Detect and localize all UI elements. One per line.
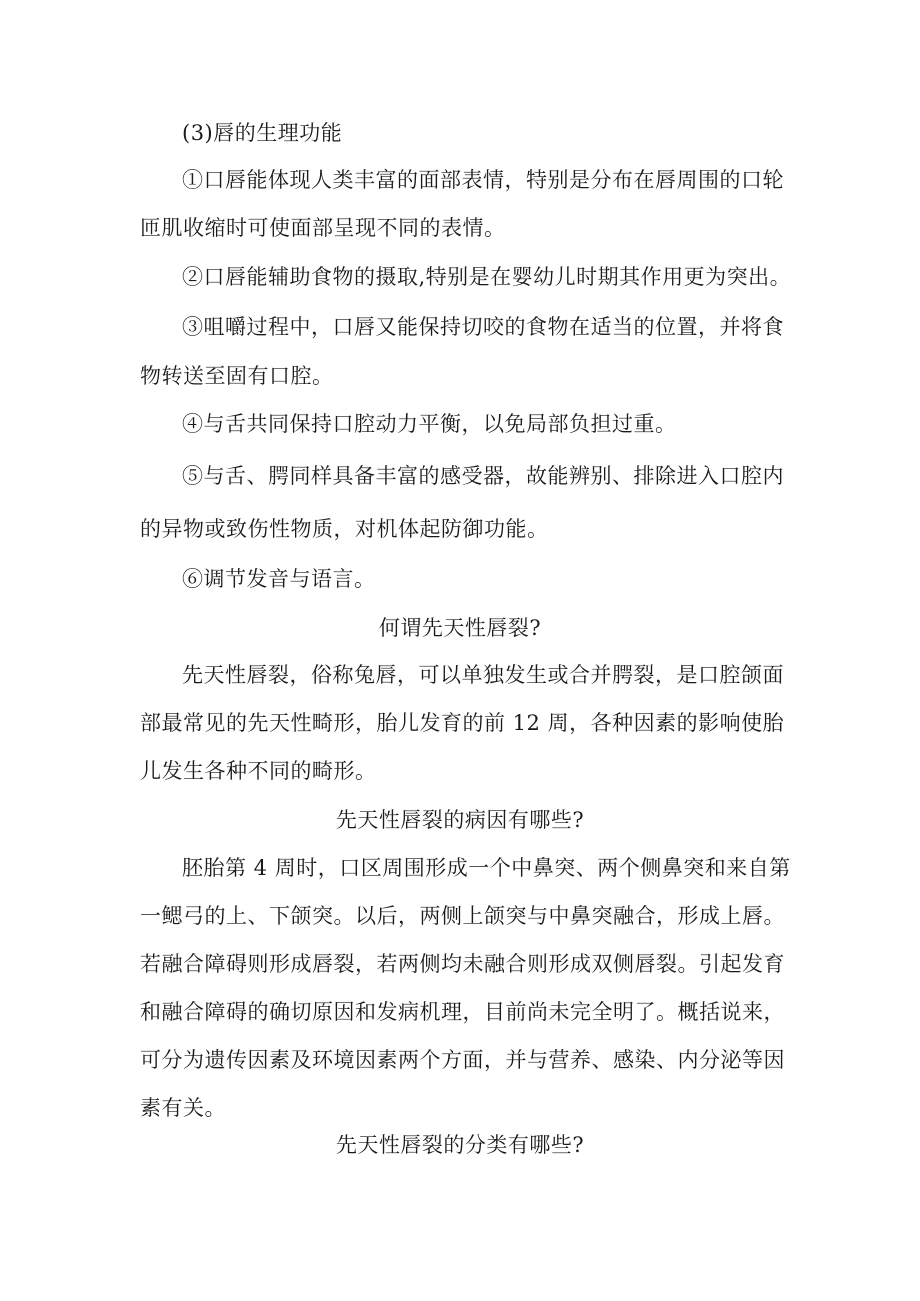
question-2-line-1: 胚胎第 4 周时，口区周围形成一个中鼻突、两个侧鼻突和来自第 [182,856,791,880]
function-item-6-line-1: ⑥调节发音与语言。 [182,567,376,591]
question-1-line-2: 部最常见的先天性畸形，胎儿发育的前 12 周，各种因素的影响使胎 [140,711,785,735]
section-heading: (3)唇的生理功能 [182,121,343,145]
question-2-line-6: 素有关。 [140,1096,226,1120]
function-item-1-line-2: 匝肌收缩时可使面部呈现不同的表情。 [140,216,506,240]
function-item-5-line-1: ⑤与舌、腭同样具备丰富的感受器，故能辨别、排除进入口腔内 [182,464,784,488]
question-2-line-2: 一鳃弓的上、下颌突。以后，两侧上颌突与中鼻突融合，形成上唇。 [140,904,785,928]
question-1-line-1: 先天性唇裂，俗称兔唇，可以单独发生或合并腭裂，是口腔颌面 [182,663,784,687]
function-item-5-line-2: 的异物或致伤性物质，对机体起防御功能。 [140,517,549,541]
question-2-line-3: 若融合障碍则形成唇裂，若两侧均未融合则形成双侧唇裂。引起发育 [140,952,785,976]
question-2-line-4: 和融合障碍的确切原因和发病机理，目前尚未完全明了。概括说来， [140,1000,785,1024]
question-1-line-3: 儿发生各种不同的畸形。 [140,759,377,783]
function-item-3-line-2: 物转送至固有口腔。 [140,364,334,388]
question-3-title: 先天性唇裂的分类有哪些? [335,1133,585,1157]
function-item-3-line-1: ③咀嚼过程中，口唇又能保持切咬的食物在适当的位置，并将食 [182,315,784,339]
function-item-1-line-1: ①口唇能体现人类丰富的面部表情，特别是分布在唇周围的口轮 [182,168,784,192]
question-2-title: 先天性唇裂的病因有哪些? [335,808,585,832]
question-2-line-5: 可分为遗传因素及环境因素两个方面，并与营养、感染、内分泌等因 [140,1048,785,1072]
function-item-4-line-1: ④与舌共同保持口腔动力平衡，以免局部负担过重。 [182,412,677,436]
question-1-title: 何谓先天性唇裂? [378,616,542,640]
function-item-2-line-1: ②口唇能辅助食物的摄取,特别是在婴幼儿时期其作用更为突出。 [182,265,792,289]
